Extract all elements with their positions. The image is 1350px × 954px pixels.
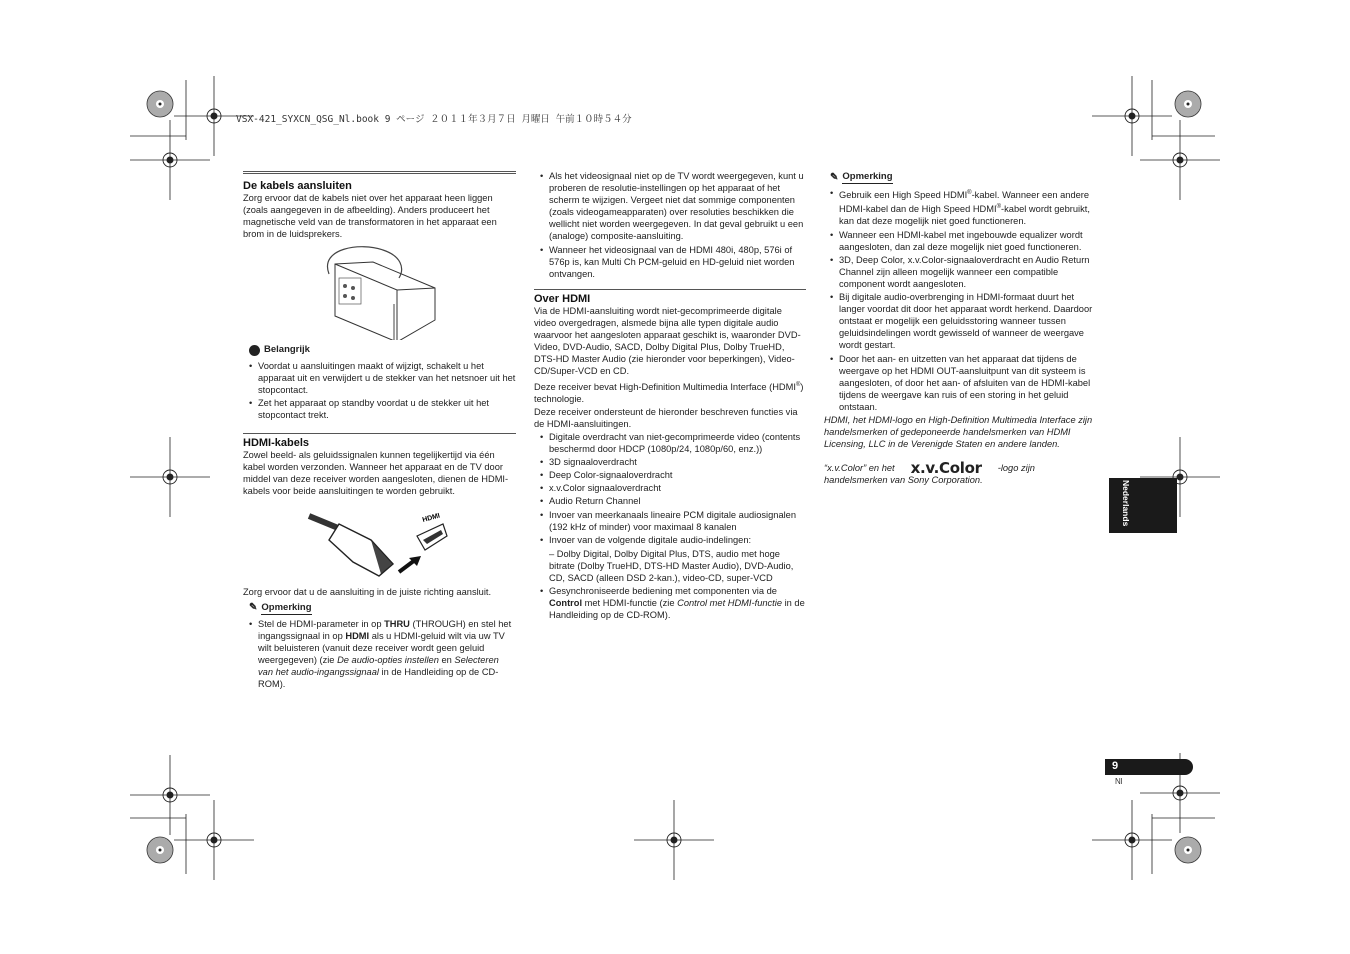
xvcolor-logo: x.v.Color [910,459,982,478]
book-file-header: VSX-421_SYXCN_QSG_Nl.book 9 ページ ２０１１年３月７日 月曜日 午前１０時５４分 [236,114,632,125]
hdmi-notes-list [824,187,1098,413]
over-hdmi-paragraph-2: Deze receiver bevat High-Definition Multimedia Interface (HDMI®) technologie. [534,381,804,404]
page-number-bar [1105,759,1193,775]
section-title-over-hdmi: Over HDMI [534,292,591,305]
list-item: • Digitale overdracht van niet-gecomprimeerde video (contents beschermd door HDCP (1080p/24, 1080p/60, enz.)) [534,431,806,455]
intro-paragraph: Zorg ervoor dat de kabels niet over het apparaat heen liggen (zoals aangegeven in de afbeelding). Anders produceert het magnetische veld van de transformatoren in het apparaat een brom in de luidsprekers. [243,193,497,240]
trademark-xvcolor [824,459,1098,478]
xv-pre-text: “x.v.Color” en het [824,463,895,474]
column-left [243,171,516,691]
pencil-icon: ✎ [249,602,258,614]
list-item: • Door het aan- en uitzetten van het apparaat dat tijdens de weergave op het HDMI OUT-aansluitpunt van dit systeem is aangesloten, of door het aan- of afsluiten van de HDMI-kabel tijdens de weergave kan ruis of een storing in het geluid ontstaan. [824,353,1098,413]
important-label: Belangrijk [264,344,310,356]
pencil-icon: ✎ [830,171,839,183]
section-title-kabels: De kabels aansluiten [243,180,352,192]
important-icon [249,345,260,356]
section-rule [534,289,806,290]
list-item: • Als het videosignaal niet op de TV wordt weergegeven, kunt u proberen de resolutie-instellingen op het apparaat of het scherm te wijzigen. Vergeet niet dat sommige componenten (zoals videogameapparaten) over resoluties beschikken die wellicht niet worden weergegeven. In dat geval gebruikt u een (analoge) composite-aansluiting. [534,170,806,243]
list-item: • Deep Color-signaaloverdracht [534,469,806,481]
page-number: 9 [1112,760,1119,772]
note-label: Opmerking [842,171,892,184]
list-item: • Wanneer een HDMI-kabel met ingebouwde equalizer wordt aangesloten, dan zal deze mogelijk niet goed functioneren. [824,229,1098,253]
note-list [243,618,516,691]
list-item: • Invoer van meerkanaals lineaire PCM digitale audiosignalen (192 kHz of minder) voor maximaal 8 kanalen [534,509,806,533]
list-item: • Invoer van de volgende digitale audio-indelingen: – Dolby Digital, Dolby Digital Plus, DTS, audio met hoge bitrate (Dolby TrueHD, DTS-HD Master Audio), DVD-Audio, CD, SACD (alleen DSD 2-kan.), video-CD, super-VCD [534,534,806,584]
section-rule [243,171,516,174]
language-tab-label: Nederlands [1121,480,1131,527]
list-item: • Wanneer het videosignaal van de HDMI 480i, 480p, 576i of 576p is, kan Multi Ch PCM-geluid en HD-geluid niet worden ontvangen. [534,244,806,280]
page-language-code: Nl [1115,777,1123,786]
important-heading [249,344,516,356]
list-item: • Stel de HDMI-parameter in op THRU (THROUGH) en stel het ingangssignaal in op HDMI als u HDMI-geluid wilt via uw TV wilt beluisteren (vanuit deze receiver wordt geen geluid weergegeven) (zie De audio-opties instellen en Selecteren van het audio-ingangssignaal in de Handleiding op de CD-ROM). [243,618,516,691]
list-item: • Voordat u aansluitingen maakt of wijzigt, schakelt u het apparaat uit en verwijdert u de stekker van het netsnoer uit het stopcontact. [243,360,516,396]
hdmi-features-list [534,431,806,621]
hdmi-port-label: HDMI [421,512,441,524]
column-middle [534,170,806,622]
orientation-paragraph: Zorg ervoor dat u de aansluiting in de juiste richting aansluit. [243,586,492,597]
trademark-hdmi: HDMI, het HDMI-logo en High-Definition Multimedia Interface zijn handelsmerken of gedeponeerde handelsmerken van HDMI Licensing, LLC in de Verenigde Staten en andere landen. [824,414,1093,450]
section-title-hdmi-kabels: HDMI-kabels [243,437,310,450]
list-item: • Gebruik een High Speed HDMI®-kabel. Wanneer een andere HDMI-kabel dan de High Speed HDMI®-kabel wordt gebruikt, kan dat deze mogelijk niet goed functioneren. [824,187,1098,227]
over-hdmi-paragraph-3: Deze receiver ondersteunt de hieronder beschreven functies via de HDMI-aansluitingen. [534,406,798,429]
over-hdmi-paragraph-1: Via de HDMI-aansluiting wordt niet-gecomprimeerde digitale video overgedragen, alsmede bijna alle typen digitale audio waarvoor het aangesloten apparaat geschikt is, waaronder DVD-Video, DVD-Audio, SACD, Dolby Digital Plus, Dolby TrueHD, DTS-HD Master Audio (zie hieronder voor beperkingen), Video-CD/Super-VCD en CD. [534,305,801,377]
list-item: • Bij digitale audio-overbrenging in HDMI-formaat duurt het langer voordat dit door het apparaat wordt herkend. Daardoor ontstaat er mogelijk een geluidsstoring wanneer tussen geluidsindelingen wordt gewisseld of wanneer de weergave wordt gestart. [824,291,1098,351]
receiver-illustration [243,244,516,340]
section-rule [243,433,516,434]
xv-post-text: -logo zijn [997,463,1035,474]
list-item: • Gesynchroniseerde bediening met componenten via de Control met HDMI-functie (zie Control met HDMI-functie in de Handleiding op de CD-ROM). [534,585,806,621]
audio-formats: – Dolby Digital, Dolby Digital Plus, DTS, audio met hoge bitrate (Dolby TrueHD, DTS-HD Master Audio), DVD-Audio, CD, SACD (alleen DSD 2-kan.), video-CD, super-VCD [549,548,794,583]
hdmi-plug-illustration [243,502,516,582]
note-label: Opmerking [261,602,311,615]
list-item: • 3D, Deep Color, x.v.Color-signaaloverdracht en Audio Return Channel zijn alleen mogelijk wanneer een compatible component wordt aangesloten. [824,254,1098,290]
important-list [243,360,516,421]
list-item: • x.v.Color signaaloverdracht [534,482,806,494]
note-heading [830,171,1098,184]
note-heading [249,602,516,615]
list-item: • Zet het apparaat op standby voordat u de stekker uit het stopcontact trekt. [243,397,516,421]
list-item: • 3D signaaloverdracht [534,456,806,468]
hdmi-paragraph: Zowel beeld- als geluidssignalen kunnen tegelijkertijd via één kabel worden verzonden. Wanneer het apparaat en de TV door middel van deze receiver worden aangesloten, dienen de HDMI-kabels voor beide aansluitingen te worden gebruikt. [243,450,509,497]
column-right [824,171,1098,487]
video-notes-list [534,170,806,280]
list-item: • Audio Return Channel [534,495,806,507]
trademark-sony: handelsmerken van Sony Corporation. [824,475,983,486]
